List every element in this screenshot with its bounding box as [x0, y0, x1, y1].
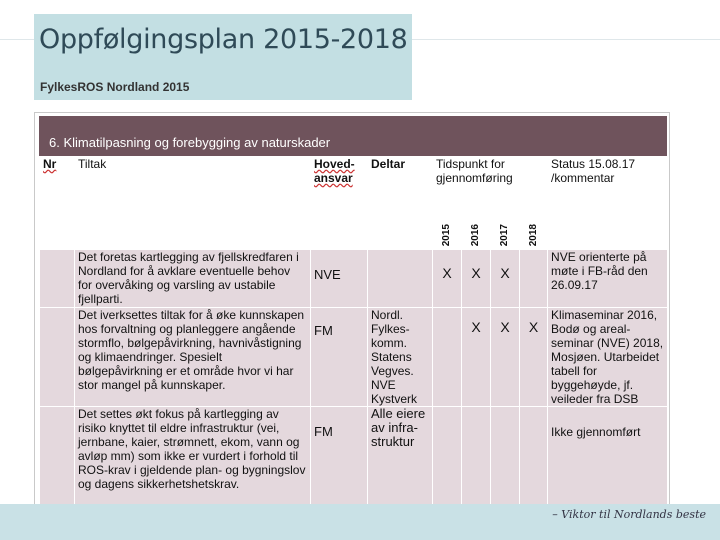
header-deltar: Deltar — [368, 157, 433, 203]
table-row — [40, 407, 668, 509]
title-banner — [34, 14, 412, 100]
plan-table — [39, 156, 668, 509]
table-row — [40, 308, 668, 407]
cell-nr — [40, 308, 75, 407]
cell-nr — [40, 250, 75, 308]
cell-deltar: Nordl. Fylkes-komm. Statens Vegves. NVE Kystverk — [368, 308, 433, 407]
cell-deltar: Alle eiere av infra-struktur — [368, 407, 433, 509]
section-header — [39, 116, 667, 156]
cell-2016: X — [462, 250, 491, 308]
year-2016: 2016 — [462, 203, 491, 250]
cell-2018 — [520, 250, 548, 308]
year-2018: 2018 — [520, 203, 548, 250]
cell-status: Klimaseminar 2016, Bodø og areal-seminar (NVE) 2018, Mosjøen. Utarbeidet tabell for byggehøyde, jf. veileder fra DSB — [548, 308, 668, 407]
cell-2015 — [433, 308, 462, 407]
cell-tiltak: Det settes økt fokus på kartlegging av risiko knyttet til eldre infrastruktur (vei, jernbane, kaier, strømnett, ekom, vann og avløp mm) som ikke er vurdert i forhold til ROS-krav i gjeldende plan- og bygningslov og dagens sikkerhetshetskrav. — [75, 407, 311, 509]
cell-tiltak: Det foretas kartlegging av fjellskredfaren i Nordland for å avklare eventuelle behov for overvåking og varsling av ustabile fjellparti. — [75, 250, 311, 308]
page-title: Oppfølgingsplan 2015-2018 — [39, 24, 408, 55]
cell-status: NVE orienterte på møte i FB-råd den 26.09.17 — [548, 250, 668, 308]
cell-hovedansvar: FM — [311, 308, 368, 407]
header-tidspunkt: Tidspunkt for gjennomføring — [433, 157, 548, 203]
cell-nr — [40, 407, 75, 509]
year-2017: 2017 — [491, 203, 520, 250]
cell-2017 — [491, 407, 520, 509]
cell-2018 — [520, 407, 548, 509]
header-tiltak: Tiltak — [75, 157, 311, 203]
cell-2017: X — [491, 308, 520, 407]
cell-hovedansvar: FM — [311, 407, 368, 509]
year-2015: 2015 — [433, 203, 462, 250]
table-row — [40, 250, 668, 308]
header-hovedansvar: Hoved-ansvar — [311, 157, 368, 203]
year-header-row — [40, 203, 668, 250]
cell-2015 — [433, 407, 462, 509]
cell-2017: X — [491, 250, 520, 308]
cell-deltar — [368, 250, 433, 308]
header-nr: Nr — [40, 157, 75, 203]
cell-2016: X — [462, 308, 491, 407]
cell-2015: X — [433, 250, 462, 308]
footer-signature: – Viktor til Nordlands beste — [552, 508, 706, 521]
cell-hovedansvar: NVE — [311, 250, 368, 308]
section-title: 6. Klimatilpasning og forebygging av naturskader — [49, 135, 331, 150]
table-header-row — [40, 157, 668, 203]
cell-status: Ikke gjennomført — [548, 407, 668, 509]
cell-2016 — [462, 407, 491, 509]
cell-tiltak: Det iverksettes tiltak for å øke kunnskapen hos forvaltning og planleggere angående stormflo, bølgepåvirkning, havnivåstigning og klimaendringer. Spesielt bølgepåvirkning er et område hvor vi har stor mangel på kunnskaper. — [75, 308, 311, 407]
cell-2018: X — [520, 308, 548, 407]
header-status: Status 15.08.17 /kommentar — [548, 157, 668, 203]
page-subtitle: FylkesROS Nordland 2015 — [40, 80, 190, 94]
